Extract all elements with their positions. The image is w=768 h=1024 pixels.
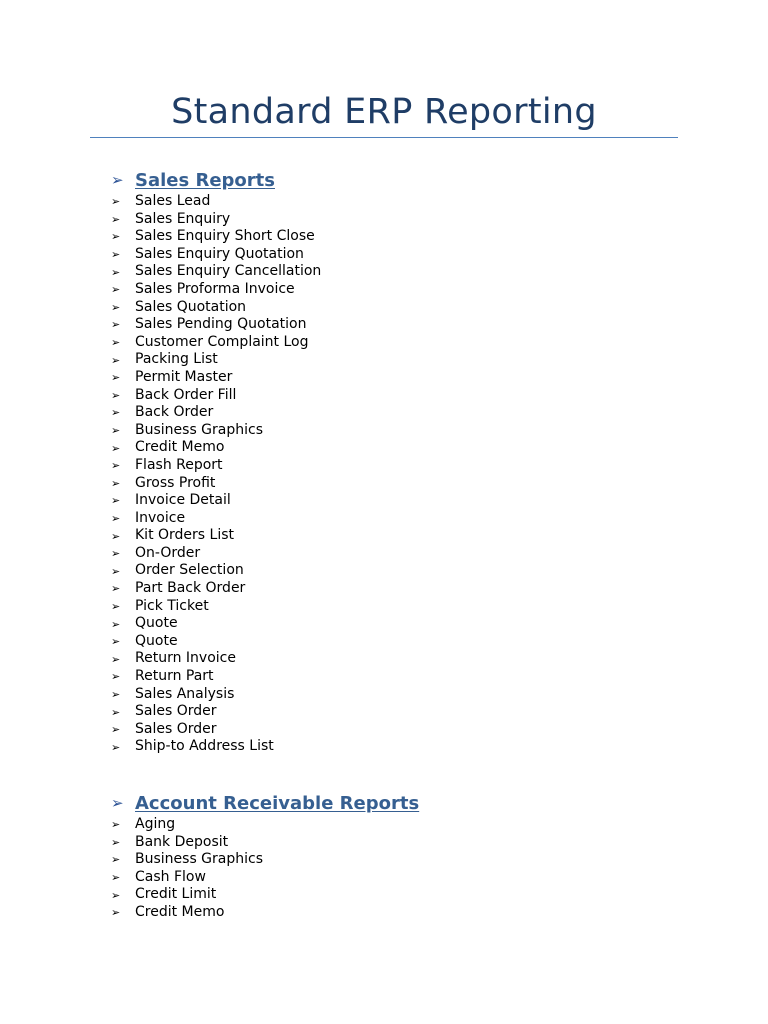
- report-item-label: Flash Report: [135, 456, 223, 473]
- list-item: [111, 650, 321, 668]
- arrow-bullet-icon: ➢: [111, 441, 121, 455]
- report-item-label: On-Order: [135, 544, 201, 561]
- list-item: [111, 668, 321, 686]
- report-item-label: Back Order Fill: [135, 386, 237, 403]
- arrow-bullet-icon: ➢: [111, 353, 121, 367]
- arrow-bullet-icon: ➢: [111, 906, 121, 920]
- list-item: [111, 834, 419, 852]
- arrow-bullet-icon: ➢: [111, 888, 121, 902]
- list-item: [111, 598, 321, 616]
- arrow-bullet-icon: ➢: [111, 564, 121, 578]
- sales-reports-section: [111, 167, 321, 756]
- list-item: [111, 422, 321, 440]
- arrow-bullet-icon: ➢: [111, 406, 121, 420]
- report-item-label: Order Selection: [135, 562, 244, 579]
- report-item-label: Sales Enquiry Quotation: [135, 245, 304, 262]
- report-item-label: Kit Orders List: [135, 527, 235, 544]
- report-item-label: Sales Order: [135, 720, 217, 737]
- list-item: [111, 369, 321, 387]
- arrow-bullet-icon: ➢: [111, 582, 121, 596]
- arrow-bullet-icon: ➢: [111, 371, 121, 385]
- report-item-label: Quote: [135, 615, 178, 632]
- arrow-bullet-icon: ➢: [111, 687, 121, 701]
- section-heading-label[interactable]: Sales Reports: [135, 169, 275, 191]
- arrow-bullet-icon: ➢: [111, 265, 121, 279]
- report-item-label: Quote: [135, 632, 178, 649]
- arrow-bullet-icon: ➢: [111, 853, 121, 867]
- list-item: [111, 211, 321, 229]
- arrow-bullet-icon: ➢: [111, 248, 121, 262]
- arrow-bullet-icon: ➢: [111, 494, 121, 508]
- report-item-label: Sales Order: [135, 703, 217, 720]
- report-list: [111, 816, 419, 922]
- arrow-bullet-icon: ➢: [111, 740, 121, 754]
- section-heading: [111, 167, 321, 193]
- arrow-bullet-icon: ➢: [111, 871, 121, 885]
- report-item-label: Invoice: [135, 509, 186, 526]
- report-item-label: Pick Ticket: [135, 597, 209, 614]
- report-item-label: Back Order: [135, 404, 214, 421]
- section-heading: [111, 790, 419, 816]
- arrow-bullet-icon: ➢: [111, 476, 121, 490]
- report-item-label: Credit Limit: [135, 886, 217, 903]
- arrow-bullet-icon: ➢: [111, 318, 121, 332]
- arrow-bullet-icon: ➢: [111, 424, 121, 438]
- arrow-bullet-icon: ➢: [111, 652, 121, 666]
- report-item-label: Business Graphics: [135, 421, 264, 438]
- list-item: [111, 851, 419, 869]
- list-item: [111, 886, 419, 904]
- report-item-label: Cash Flow: [135, 868, 206, 885]
- arrow-bullet-icon: ➢: [111, 723, 121, 737]
- arrow-bullet-icon: ➢: [111, 230, 121, 244]
- list-item: [111, 721, 321, 739]
- account-receivable-section: [111, 790, 419, 922]
- report-item-label: Sales Lead: [135, 193, 211, 209]
- arrow-bullet-icon: ➢: [111, 835, 121, 849]
- list-item: [111, 904, 419, 922]
- list-item: [111, 545, 321, 563]
- list-item: [111, 263, 321, 281]
- section-heading-label[interactable]: Account Receivable Reports: [135, 792, 420, 814]
- report-item-label: Part Back Order: [135, 580, 246, 597]
- list-item: [111, 527, 321, 545]
- list-item: [111, 580, 321, 598]
- report-item-label: Sales Quotation: [135, 298, 247, 315]
- arrow-bullet-icon: ➢: [111, 212, 121, 226]
- report-item-label: Invoice Detail: [135, 492, 231, 509]
- list-item: [111, 869, 419, 887]
- arrow-bullet-icon: ➢: [111, 195, 121, 209]
- report-item-label: Gross Profit: [135, 474, 216, 491]
- report-item-label: Sales Enquiry: [135, 210, 231, 227]
- list-item: [111, 703, 321, 721]
- report-item-label: Ship-to Address List: [135, 738, 274, 755]
- report-item-label: Bank Deposit: [135, 833, 229, 850]
- report-item-label: Aging: [135, 816, 176, 832]
- arrow-bullet-icon: ➢: [111, 617, 121, 631]
- list-item: [111, 686, 321, 704]
- list-item: [111, 387, 321, 405]
- arrow-bullet-icon: ➢: [111, 529, 121, 543]
- report-item-label: Return Part: [135, 668, 214, 685]
- report-item-label: Return Invoice: [135, 650, 236, 667]
- list-item: [111, 351, 321, 369]
- report-item-label: Sales Analysis: [135, 685, 235, 702]
- list-item: [111, 457, 321, 475]
- list-item: [111, 228, 321, 246]
- list-item: [111, 475, 321, 493]
- arrow-bullet-icon: ➢: [111, 336, 121, 350]
- list-item: [111, 316, 321, 334]
- report-item-label: Credit Memo: [135, 903, 225, 920]
- list-item: [111, 439, 321, 457]
- list-item: [111, 510, 321, 528]
- report-item-label: Packing List: [135, 351, 218, 368]
- list-item: [111, 246, 321, 264]
- arrow-bullet-icon: ➢: [111, 794, 124, 812]
- report-item-label: Sales Pending Quotation: [135, 316, 307, 333]
- arrow-bullet-icon: ➢: [111, 818, 121, 832]
- list-item: [111, 633, 321, 651]
- arrow-bullet-icon: ➢: [111, 547, 121, 561]
- list-item: [111, 562, 321, 580]
- report-item-label: Sales Enquiry Cancellation: [135, 263, 322, 280]
- report-list: [111, 193, 321, 756]
- list-item: [111, 281, 321, 299]
- arrow-bullet-icon: ➢: [111, 705, 121, 719]
- arrow-bullet-icon: ➢: [111, 599, 121, 613]
- arrow-bullet-icon: ➢: [111, 459, 121, 473]
- page-title: Standard ERP Reporting: [171, 92, 597, 132]
- list-item: [111, 334, 321, 352]
- report-item-label: Permit Master: [135, 368, 233, 385]
- list-item: [111, 492, 321, 510]
- arrow-bullet-icon: ➢: [111, 511, 121, 525]
- list-item: [111, 615, 321, 633]
- arrow-bullet-icon: ➢: [111, 300, 121, 314]
- arrow-bullet-icon: ➢: [111, 635, 121, 649]
- report-item-label: Sales Enquiry Short Close: [135, 228, 315, 245]
- list-item: [111, 299, 321, 317]
- arrow-bullet-icon: ➢: [111, 171, 124, 189]
- arrow-bullet-icon: ➢: [111, 388, 121, 402]
- title-divider: [90, 137, 678, 138]
- list-item: [111, 738, 321, 756]
- report-item-label: Customer Complaint Log: [135, 333, 309, 350]
- report-item-label: Business Graphics: [135, 851, 264, 868]
- arrow-bullet-icon: ➢: [111, 670, 121, 684]
- list-item: [111, 816, 419, 834]
- arrow-bullet-icon: ➢: [111, 283, 121, 297]
- report-item-label: Sales Proforma Invoice: [135, 280, 295, 297]
- report-item-label: Credit Memo: [135, 439, 225, 456]
- list-item: [111, 404, 321, 422]
- list-item: [111, 193, 321, 211]
